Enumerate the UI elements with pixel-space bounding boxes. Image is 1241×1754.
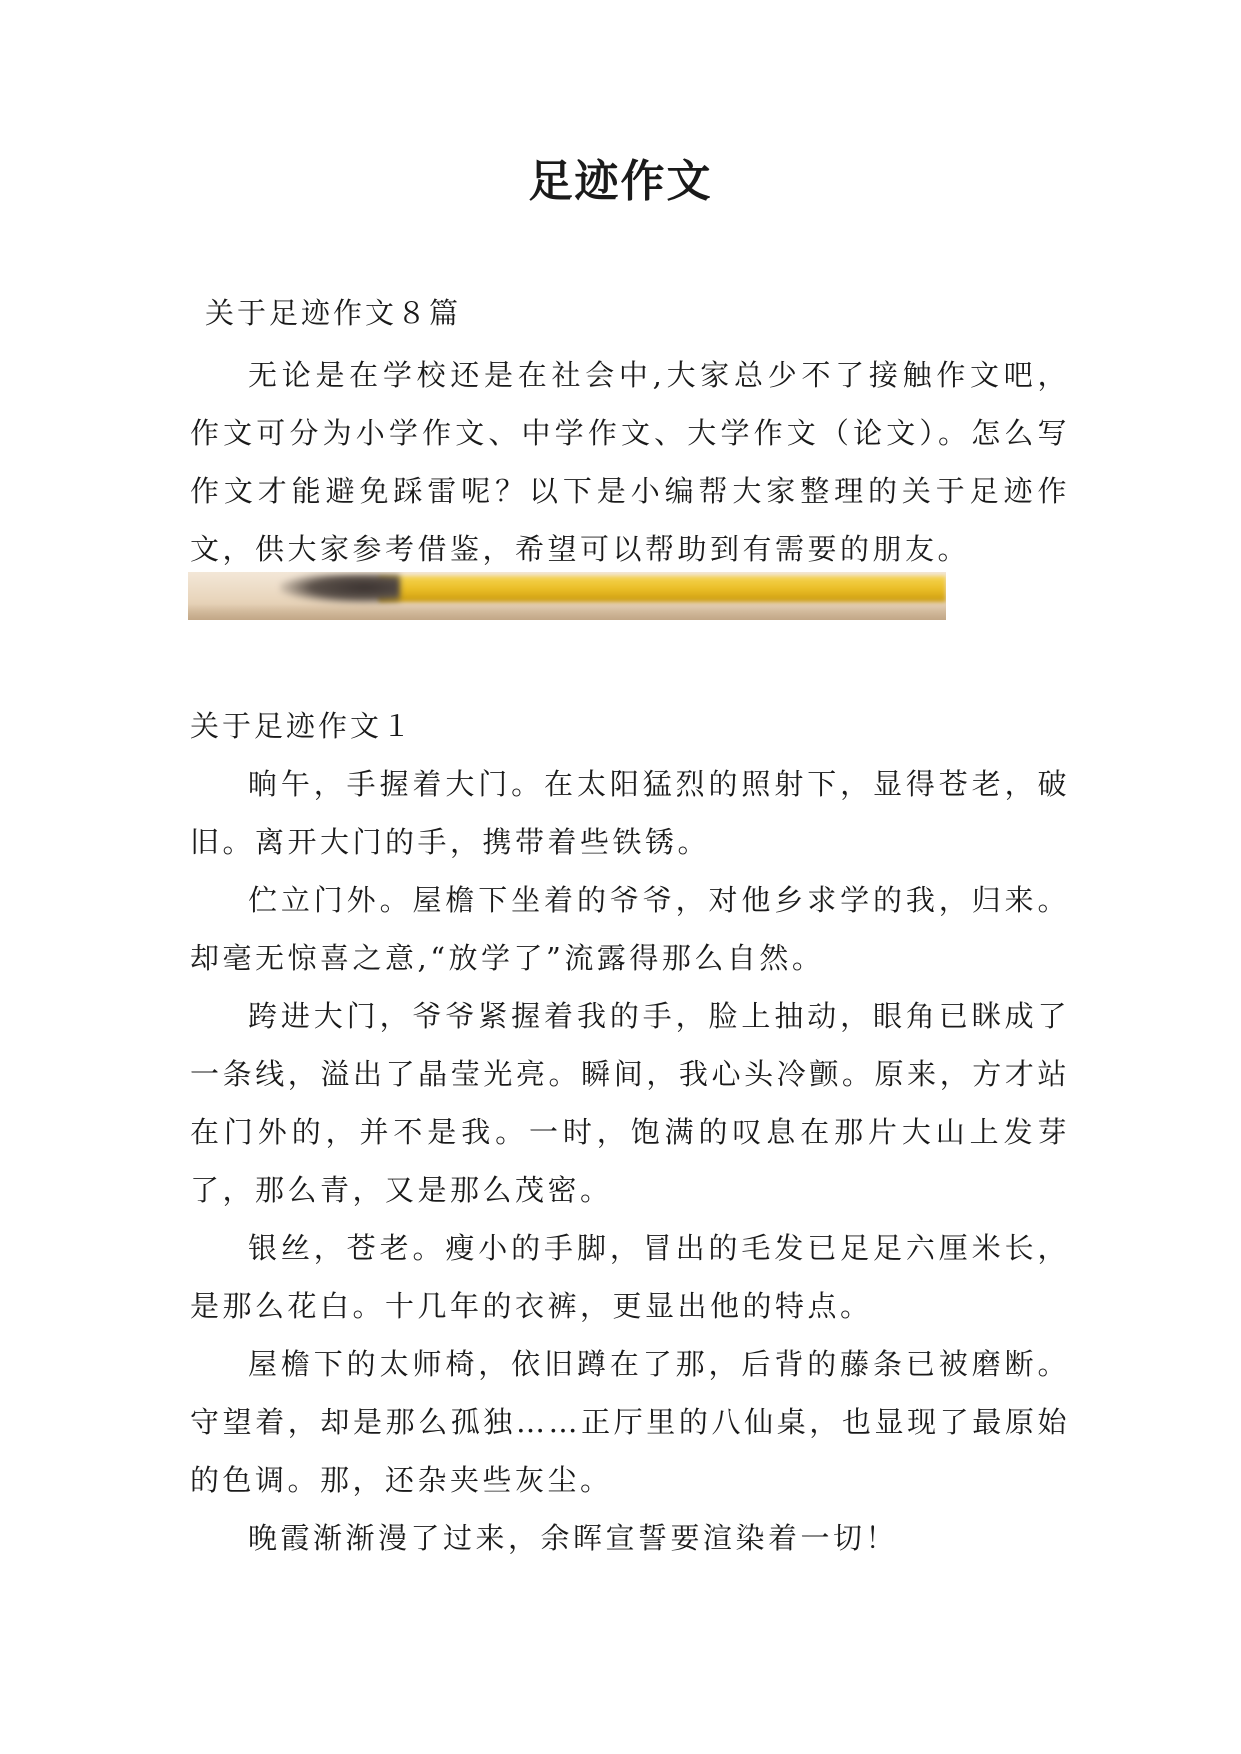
pencil-body [378, 576, 946, 602]
intro-paragraph: 无论是在学校还是在社会中,大家总少不了接触作文吧，作文可分为小学作文、中学作文、大学作文（论文）。怎么写作文才能避免踩雷呢？以下是小编帮大家整理的关于足迹作文，供大家参考借鉴，希望可以帮助到有需要的朋友。 [190, 358, 1070, 566]
document-title: 足迹作文 [528, 156, 713, 207]
story-paragraph: 跨进大门，爷爷紧握着我的手，脸上抽动，眼角已眯成了一条线，溢出了晶莹光亮。瞬间，我心头冷颤。原来，方才站在门外的，并不是我。一时，饱满的叹息在那片大山上发芽了，那么青，又是那么茂密。 [190, 999, 1070, 1207]
story-paragraph: 屋檐下的太师椅，依旧蹲在了那，后背的藤条已被磨断。守望着，却是那么孤独……正厅里的八仙桌，也显现了最原始的色调。那，还杂夹些灰尘。 [190, 1347, 1070, 1497]
story-paragraph: 晌午，手握着大门。在太阳猛烈的照射下，显得苍老，破旧。离开大门的手，携带着些铁锈。 [190, 767, 1070, 859]
banner-shadow [188, 604, 946, 620]
section-heading: 关于足迹作文１ [190, 709, 415, 743]
pencil-banner-image [188, 572, 946, 620]
story-paragraph: 伫立门外。屋檐下坐着的爷爷，对他乡求学的我，归来。却毫无惊喜之意,“放学了”流露得那么自然。 [190, 883, 1070, 975]
intro-block [190, 346, 1070, 578]
story-body [190, 755, 1070, 1567]
document-subtitle: 关于足迹作文８篇 [205, 296, 462, 330]
story-paragraph: 晚霞渐渐漫了过来，余晖宣誓要渲染着一切！ [248, 1521, 899, 1555]
pencil-tip [280, 574, 400, 604]
story-paragraph: 银丝，苍老。瘦小的手脚，冒出的毛发已足足六厘米长，是那么花白。十几年的衣裤，更显出他的特点。 [190, 1231, 1070, 1323]
